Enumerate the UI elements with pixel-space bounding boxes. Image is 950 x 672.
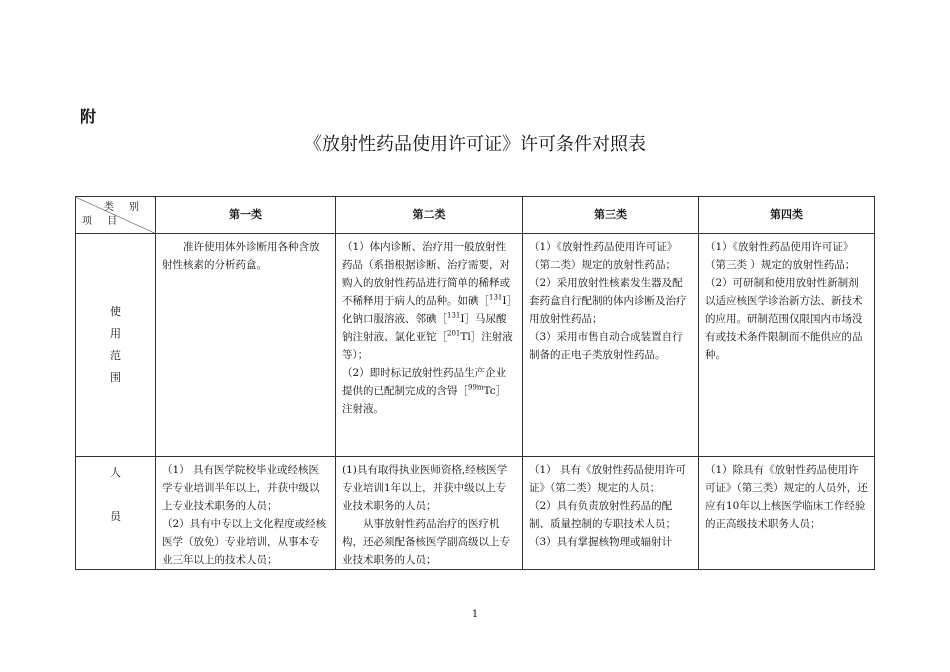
row-header-staff [76,457,156,570]
row-header-char: 围 [110,371,121,384]
scope-class-4-cell [699,234,875,457]
staff-class-4-cell [699,457,875,570]
annex-label: 附 [80,107,97,126]
scope-class-3-cell [523,234,699,457]
superscript: 131 [447,311,461,320]
cell-paragraph: (1)具有取得执业医师资格,经核医学专业培训1年以上，并获中级以上专业技术职务的人员； [342,464,508,512]
scope-class-2-cell [336,234,523,457]
cell-paragraph: （1）体内诊断、治疗用一般放射性药品（系指根据诊断、治疗需要，对购入的放射性药品进行简单的稀释或不稀释用于病人的品种。如碘［$^{131}$I］化钠口服溶液、邻碘［$^{131}$I］马尿酸钠注射液、氯化亚铊［$^{201}$Tl］注射液等）； [342,241,513,361]
text-run: （1）体内诊断、治疗用一般放射性药品（系指根据诊断、治疗需要，对购入的放射性药品进行简单的稀释或不稀释用于病人的品种。如碘 [342,241,510,307]
scope-class-1-cell [156,234,336,457]
cell-paragraph: （1）《放射性药品使用许可证》（第二类）规定的放射性药品； [529,241,678,271]
text-run: I］马尿酸钠注射液、氯化亚铊［ [342,313,507,343]
text-run: Tl］注射液等）； [342,331,513,361]
column-header-class-1: 第一类 [156,197,336,234]
row-header-char: 使 [110,305,121,318]
row-header-char: 人 [110,466,121,479]
cell-paragraph: （2）采用放射性核素发生器及配套药盒自行配制的体内诊断及治疗用放射性药品； [529,277,687,325]
row-header-scope [76,234,156,457]
cell-paragraph: （3）采用市售自动合成装置自行制备的正电子类放射性药品。 [529,331,683,361]
cell-paragraph: （2）具有中专以上文化程度或经核医学（放免）专业培训，从事本专业三年以上的技术人员； [162,518,327,566]
cell-paragraph: （2）可研制和使用放射性新制剂以适应核医学诊治新方法、新技术的应用。研制范围仅限国内市场没有或技术条件限制而不能供应的品种。 [705,277,863,361]
corner-item-label: 项 目 [82,216,124,227]
cell-paragraph [342,364,516,418]
row-header-char: 范 [110,349,121,362]
superscript: 99m [468,383,484,392]
text-run: （2）即时标记放射性药品生产企业提供的已配制完成的含锝［ [342,367,507,397]
cell-paragraph: （1）除具有《放射性药品使用许可证》（第三类）规定的人员外，还应有10年以上核医学临床工作经验的正高级技术职务人员； [705,464,868,530]
staff-class-1-cell [156,457,336,570]
staff-class-2-cell [336,457,523,570]
cell-paragraph: （3）具有掌握核物理或辐射计 [529,536,673,548]
cell-paragraph: 从事放射性药品治疗的医疗机构，还必须配备核医学副高级以上专业技术职务的人员； [342,518,510,566]
corner-header-cell [76,197,156,234]
cell-paragraph: 准许使用体外诊断用各种含放射性核素的分析药盒。 [162,241,320,271]
superscript: 201 [447,329,461,338]
page-number: 1 [471,609,479,620]
superscript: 131 [489,293,503,302]
cell-paragraph: （1） 具有医学院校毕业或经核医学专业培训半年以上，并获中级以上专业技术职务的人员； [162,464,320,512]
staff-class-3-cell [523,457,699,570]
license-conditions-table [75,196,875,570]
table-row-scope [76,234,875,457]
column-header-class-3: 第三类 [523,197,699,234]
cell-paragraph: （1）《放射性药品使用许可证》（第三类 ）规定的放射性药品； [705,241,856,271]
text-run: I］化钠口服溶液、邻碘［ [342,295,512,325]
cell-paragraph: （1） 具有《放射性药品使用许可证》（第二类）规定的人员； [529,464,687,494]
column-header-class-2: 第二类 [336,197,523,234]
text-run: Tc］注射液。 [342,385,507,415]
row-header-char: 用 [110,327,121,340]
cell-paragraph: （2）具有负责放射性药品的配制、质量控制的专职技术人员； [529,500,676,530]
row-header-char: 员 [110,510,121,523]
corner-category-label: 类 别 [103,202,145,213]
table-row-staff [76,457,875,570]
document-title: 《放射性药品使用许可证》许可条件对照表 [304,134,646,155]
column-header-class-4: 第四类 [699,197,875,234]
header-row [76,197,875,234]
